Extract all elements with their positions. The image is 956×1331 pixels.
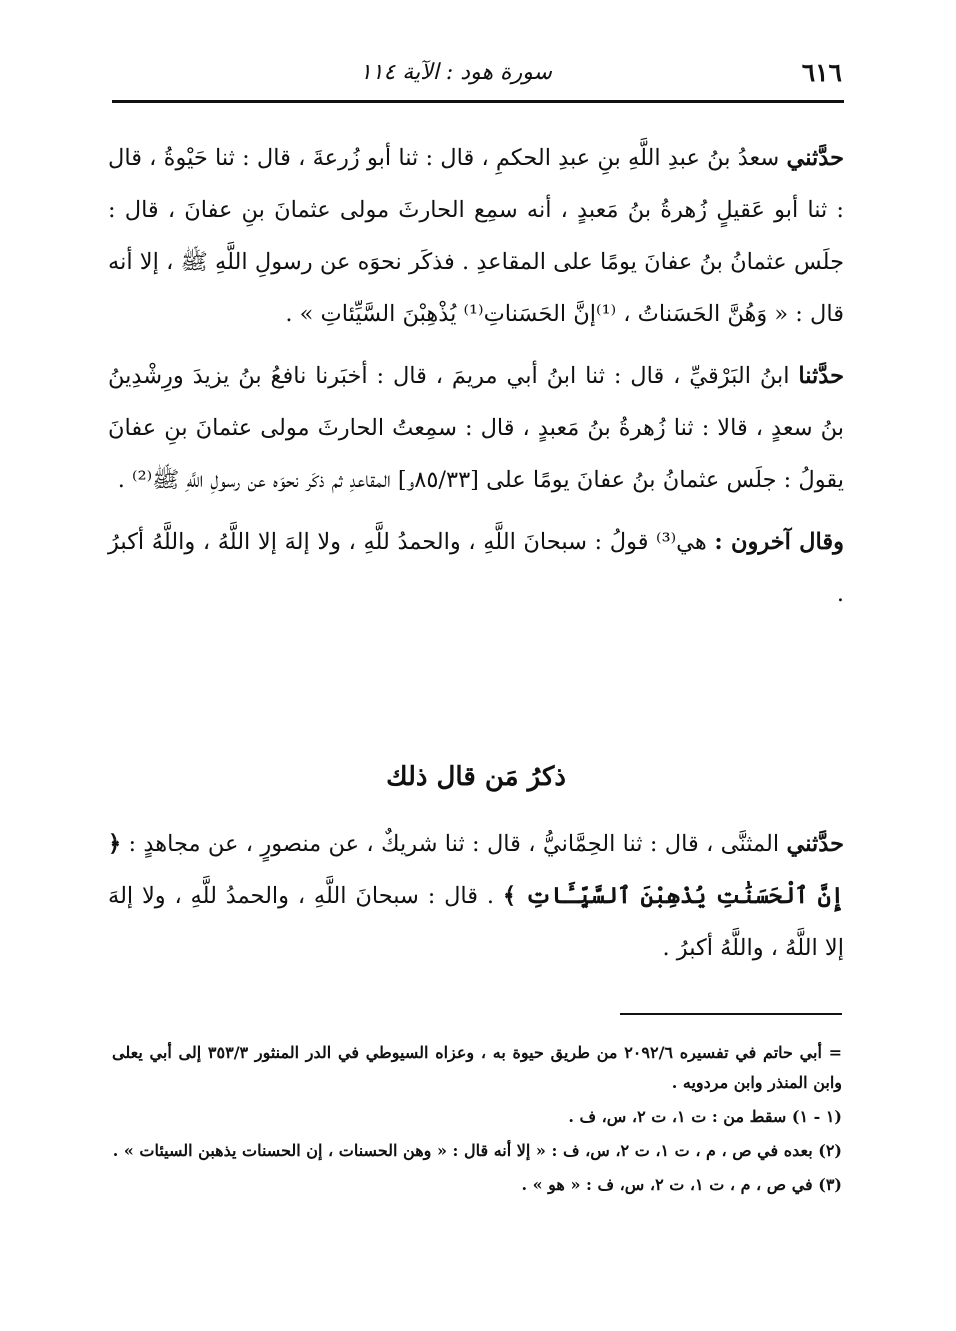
paragraph — [108, 818, 844, 974]
paragraph-text: . قال : سبحانَ اللَّهِ ، والحمدُ للَّهِ ، ولا إلهَ إلا اللَّهُ ، واللَّهُ أكبرُ . — [108, 883, 844, 961]
paragraph-text: سعدُ بنُ عبدِ اللَّهِ بنِ عبدِ الحكمِ ، قال : ثنا أبو زُرعةَ ، قال : ثنا حَيْوةُ ، قال : ثنا أبو عَقيلٍ زُهرةُ بنُ مَعبدٍ ، أنه سمِع الحارثَ مولى عثمانَ بنِ عفانَ ، قال : جلَس عثمانُ بنُ عفانَ يومًا على المقاعدِ . فذكَر نحوَه عن رسولِ اللَّهِ ﷺ ، إلا أنه قال : « وَهُنَّ الحَسَناتُ ، ⁽¹⁾إنَّ الحَسَناتِ⁽¹⁾ يُذْهِبْنَ السَّيِّئاتِ » . — [108, 145, 844, 327]
header-rule — [112, 100, 844, 103]
paragraph-lead: حدَّثني — [786, 145, 844, 171]
section-heading: ذكرُ مَن قال ذلك — [386, 762, 566, 792]
footnote: (٢) بعده في ص ، م ، ت ١، ت ٢، س، ف : « إلا أنه قال : « وهن الحسنات ، إن الحسنات يذهبن السيئات » . — [112, 1141, 842, 1160]
paragraph-lead: وقال آخرون : — [714, 529, 844, 555]
paragraph — [108, 132, 844, 340]
paragraph — [108, 350, 844, 506]
running-title: سورة هود : الآية ١١٤ — [359, 60, 552, 85]
quran-verse: ﴿ إِنَّ ٱلْحَسَنَٰتِ يُذْهِبْنَ ٱلسَّيِّـَٔاتِ ﴾ — [108, 831, 844, 909]
footnotes — [112, 1038, 842, 1204]
paragraph-text: ابنُ البَرْقيِّ ، قال : ثنا ابنُ أبي مريمَ ، قال : أخبَرنا نافعُ بنُ يزيدَ ورِشْدِينُ بنُ سعدٍ ، قالا : ثنا زُهرةُ بنُ مَعبدٍ ، قال : سمِعتُ الحارثَ مولى عثمانَ بنِ عفانَ يقولُ : جلَس عثمانُ بنُ عفانَ يومًا على [٨٥/٣٣و] المقاعدِ ثم ذكَر نحوَه عن رسولِ اللَّهِ ﷺ⁽²⁾ . — [108, 363, 844, 493]
footnote: (٣) في ص ، م ، ت ١، ت ٢، س، ف : « هو » . — [521, 1175, 842, 1194]
section-text — [108, 818, 844, 974]
page-header — [112, 52, 842, 96]
paragraph — [108, 516, 844, 620]
footnote: (١ - ١) سقط من : ت ١، ت ٢، س، ف . — [568, 1107, 842, 1126]
paragraph-lead: حدَّثني — [786, 831, 844, 857]
page-number: ٦١٦ — [801, 58, 842, 87]
paragraph-text: هي⁽³⁾ قولُ : سبحانَ اللَّهِ ، والحمدُ للَّهِ ، ولا إلهَ إلا اللَّهُ ، واللَّهُ أكبرُ . — [108, 529, 844, 607]
main-text — [108, 132, 844, 630]
paragraph-lead: حدَّثنا — [798, 363, 844, 389]
paragraph-text: المثنَّى ، قال : ثنا الحِمَّانيُّ ، قال : ثنا شريكٌ ، عن منصورٍ ، عن مجاهدٍ : — [121, 831, 787, 857]
footnote: = أبي حاتم في تفسيره ٢٠٩٢/٦ من طريق حيوة به ، وعزاه السيوطي في الدر المنثور ٣٥٣/٣ إلى أبي يعلى وابن المنذر وابن مردويه . — [112, 1043, 843, 1092]
footnote-separator — [620, 1013, 842, 1015]
